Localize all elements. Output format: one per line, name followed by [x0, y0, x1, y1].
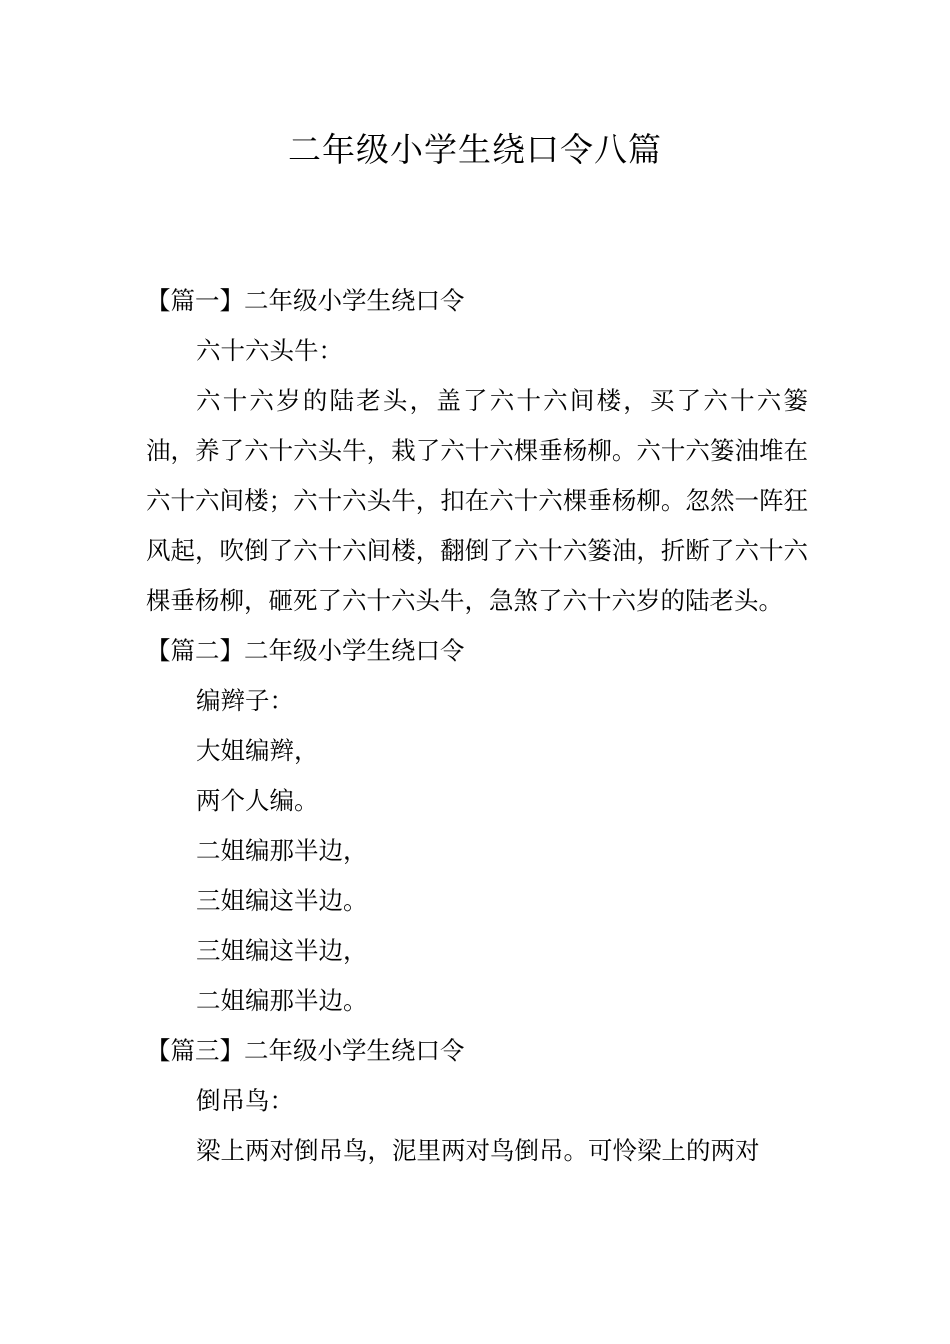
- document-body: [146, 276, 808, 1176]
- section-subtitle: 倒吊鸟：: [196, 1086, 294, 1115]
- verse-line: 大姐编辫，: [196, 736, 319, 765]
- section-3: [146, 1026, 808, 1176]
- section-subtitle: 六十六头牛：: [196, 336, 343, 365]
- verse-line: 二姐编那半边，: [196, 836, 368, 865]
- section-2: [146, 626, 808, 1026]
- section-paragraph: 六十六岁的陆老头，盖了六十六间楼，买了六十六篓油，养了六十六头牛，栽了六十六棵垂杨柳。六十六篓油堆在六十六间楼；六十六头牛，扣在六十六棵垂杨柳。忽然一阵狂风起，吹倒了六十六间楼，翻倒了六十六篓油，折断了六十六棵垂杨柳，砸死了六十六头牛，急煞了六十六岁的陆老头。: [146, 386, 808, 615]
- section-heading: 【篇三】二年级小学生绕口令: [146, 1036, 465, 1065]
- section-1: [146, 276, 808, 626]
- section-subtitle: 编辫子：: [196, 686, 294, 715]
- section-heading: 【篇一】二年级小学生绕口令: [146, 286, 465, 315]
- verse-line: 三姐编这半边。: [196, 886, 368, 915]
- verse-line: 三姐编这半边，: [196, 936, 368, 965]
- verse-line: 两个人编。: [196, 786, 319, 815]
- section-paragraph: 梁上两对倒吊鸟，泥里两对鸟倒吊。可怜梁上的两对: [196, 1136, 760, 1165]
- verse-line: 二姐编那半边。: [196, 986, 368, 1015]
- section-heading: 【篇二】二年级小学生绕口令: [146, 636, 465, 665]
- document-title: 二年级小学生绕口令八篇: [288, 130, 662, 169]
